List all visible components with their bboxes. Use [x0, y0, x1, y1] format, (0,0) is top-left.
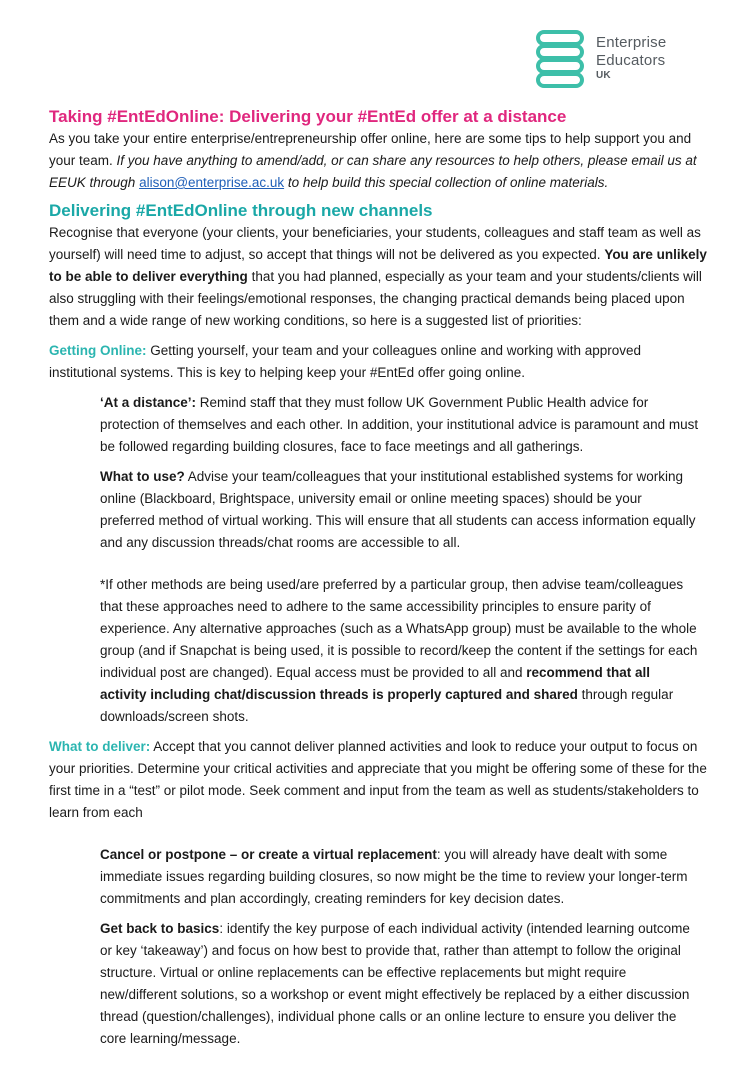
intro-italic-2: to help build this special collection of online materials. — [284, 175, 609, 190]
cancel-paragraph — [100, 844, 700, 910]
basics-lead: Get back to basics — [100, 921, 220, 936]
what-to-use-text: Advise your team/colleagues that your institutional established systems for working online (Blackboard, Brightspace, university email or online meeting spaces) should be your preferred method of virtual working. This will ensure that all students can access information equally and any discussion threads/chat rooms are accessible to all. — [100, 469, 696, 550]
what-to-use-paragraph — [100, 466, 700, 554]
what-to-deliver-text: Accept that you cannot deliver planned activities and look to reduce your output to focus on your priorities. Determine your critical activities and appreciate that you might be offering some of these for the first time in a “test” or pilot mode. Seek comment and input from the team as well as students/stakeholders to learn from each — [49, 739, 707, 820]
what-to-deliver-paragraph — [49, 736, 709, 824]
document-body — [49, 106, 709, 1050]
section-heading: Delivering #EntEdOnline through new channels — [49, 201, 433, 220]
intro-paragraph — [49, 128, 709, 194]
basics-paragraph — [100, 918, 700, 1050]
getting-online-text: Getting yourself, your team and your colleagues online and working with approved institutional systems. This is key to helping keep your #EntEd offer going online. — [49, 343, 642, 380]
email-link[interactable]: alison@enterprise.ac.uk — [139, 175, 285, 190]
logo-line-1: Enterprise — [596, 34, 667, 51]
stacked-rings-logo-icon — [534, 28, 590, 90]
cancel-lead: Cancel or postpone – or create a virtual replacement — [100, 847, 437, 862]
intro-text: As you take your entire enterprise/entrepreneurship offer online, here are some tips to help support you and your team. — [49, 131, 692, 168]
recognise-paragraph — [49, 222, 709, 332]
intro-italic-1: If you have anything to amend/add, or can share any resources to help others, please email us at EEUK through — [49, 153, 697, 190]
other-methods-text-1: *If other methods are being used/are preferred by a particular group, then advise team/colleagues that these approaches need to adhere to the same accessibility principles to ensure parity of experience. Any alternative approaches (such as a WhatsApp group) must be available to the whole group (and if Snapchat is being used, it is possible to record/keep the content if the settings for each individual post are changed). Equal access must be provided to all and — [100, 577, 698, 680]
recognise-text-1: Recognise that everyone (your clients, your beneficiaries, your students, colleagues and staff team as well as yourself) will need time to adjust, so accept that things will not be delivered as you expected. — [49, 225, 701, 262]
basics-text: : identify the key purpose of each individual activity (intended learning outcome or key ‘takeaway’) and focus on how best to provide that, rather than attempt to follow the original structure. Virtual or online replacements can be effective replacements but might require new/different solutions, so a workshop or event might effectively be replaced by a either discussion thread (question/challenges), individual phone calls or an online lecture to ensure you deliver the core learning/message. — [100, 921, 690, 1046]
cancel-text: : you will already have dealt with some immediate issues regarding building closures, so now might be the time to review your longer-term commitments and plan accordingly, creating reminders for key decision dates. — [100, 847, 688, 906]
eeuk-logo — [534, 28, 734, 92]
what-to-use-lead: What to use? — [100, 469, 185, 484]
at-distance-paragraph — [100, 392, 700, 458]
logo-line-3: UK — [596, 70, 611, 81]
page-title: Taking #EntEdOnline: Delivering your #EntEd offer at a distance — [49, 107, 567, 126]
getting-online-lead: Getting Online: — [49, 343, 147, 358]
other-methods-paragraph — [100, 574, 700, 728]
at-distance-lead: ‘At a distance’: — [100, 395, 197, 410]
logo-line-2: Educators — [596, 52, 666, 69]
other-methods-bold: recommend that all activity including chat/discussion threads is properly captured and shared — [100, 665, 651, 702]
at-distance-text: Remind staff that they must follow UK Government Public Health advice for protection of themselves and each other. In addition, your institutional advice is paramount and must be followed regarding building closures, face to face meetings and all gatherings. — [100, 395, 699, 454]
recognise-text-2: that you had planned, especially as your team and your students/clients will also struggling with their feelings/emotional responses, the changing practical demands being placed upon them and a wide range of new working conditions, so here is a suggested list of priorities: — [49, 269, 702, 328]
getting-online-paragraph — [49, 340, 709, 384]
recognise-bold: You are unlikely to be able to deliver everything — [49, 247, 707, 284]
what-to-deliver-lead: What to deliver: — [49, 739, 151, 754]
other-methods-text-2: through regular downloads/screen shots. — [100, 687, 674, 724]
logo-wordmark — [596, 34, 666, 82]
